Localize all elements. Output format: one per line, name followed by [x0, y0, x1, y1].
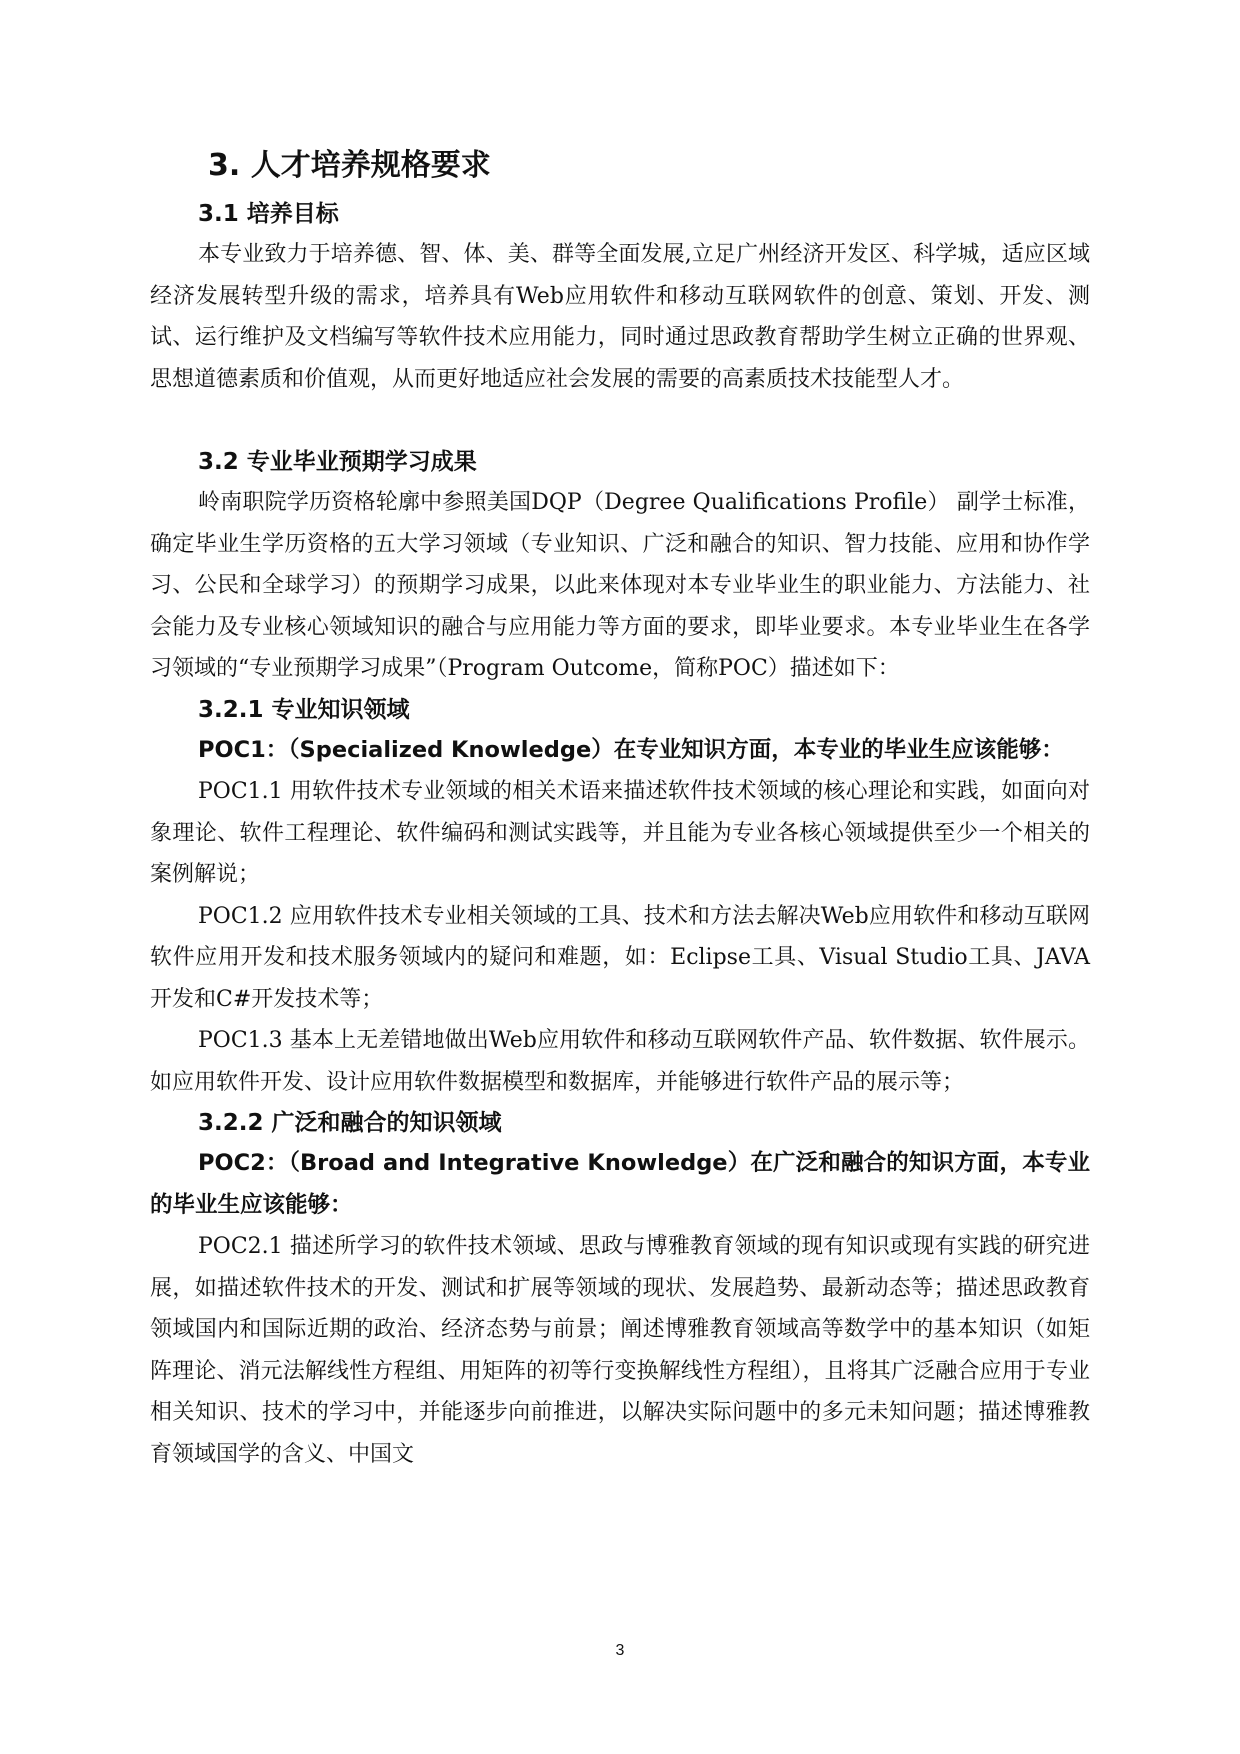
poc1-1-item: POC1.1 用软件技术专业领域的相关术语来描述软件技术领域的核心理论和实践，如面向对象理论、软件工程理论、软件编码和测试实践等，并且能为专业各核心领域提供至少一个相关的案例解说； [150, 779, 1090, 887]
paragraph-dqp-outcomes: 岭南职院学历资格轮廓中参照美国DQP（Degree Qualifications Profile） 副学士标准，确定毕业生学历资格的五大学习领域（专业知识、广泛和融合的知识、智力技能、应用和协作学习、公民和全球学习）的预期学习成果，以此来体现对本专业毕业生的职业能力、方法能力、社会能力及专业核心领域知识的融合与应用能力等方面的要求，即毕业要求。本专业毕业生在各学习领域的“专业预期学习成果”（Program Outcome，简称POC）描述如下： [150, 490, 1090, 681]
page-number: 3 [615, 1642, 625, 1659]
poc1-3-item: POC1.3 基本上无差错地做出Web应用软件和移动互联网软件产品、软件数据、软件展示。如应用软件开发、设计应用软件数据模型和数据库，并能够进行软件产品的展示等； [150, 1028, 1090, 1095]
poc1-2-item: POC1.2 应用软件技术专业相关领域的工具、技术和方法去解决Web应用软件和移动互联网软件应用开发和技术服务领域内的疑问和难题，如：Eclipse工具、Visual Studio工具、JAVA开发和C#开发技术等； [150, 903, 1090, 1012]
subsubsection-heading-3-2-1: 3.2.1 专业知识领域 [198, 696, 410, 723]
poc2-1-item: POC2.1 描述所学习的软件技术领域、思政与博雅教育领域的现有知识或现有实践的研究进展，如描述软件技术的开发、测试和扩展等领域的现状、发展趋势、最新动态等；描述思政教育领域国内和国际近期的政治、经济态势与前景；阐述博雅教育领域高等数学中的基本知识（如矩阵理论、消元法解线性方程组、用矩阵的初等行变换解线性方程组），且将其广泛融合应用于专业相关知识、技术的学习中，并能逐步向前推进，以解决实际问题中的多元未知问题；描述博雅教育领域国学的含义、中国文 [150, 1234, 1090, 1467]
poc1-statement: POC1：（Specialized Knowledge）在专业知识方面，本专业的毕业生应该能够： [198, 736, 1064, 763]
page-content [150, 144, 1090, 1475]
subsection-heading-3-1: 3.1 培养目标 [198, 201, 339, 227]
blank-line [150, 400, 1090, 442]
section-heading: 3. 人才培养规格要求 [208, 148, 491, 183]
poc2-statement: POC2：（Broad and Integrative Knowledge）在广泛和融合的知识方面，本专业的毕业生应该能够： [150, 1150, 1090, 1218]
subsubsection-heading-3-2-2: 3.2.2 广泛和融合的知识领域 [198, 1110, 502, 1136]
paragraph-training-goal: 本专业致力于培养德、智、体、美、群等全面发展,立足广州经济开发区、科学城，适应区域经济发展转型升级的需求，培养具有Web应用软件和移动互联网软件的创意、策划、开发、测试、运行维护及文档编写等软件技术应用能力，同时通过思政教育帮助学生树立正确的世界观、思想道德素质和价值观，从而更好地适应社会发展的需要的高素质技术技能型人才。 [150, 242, 1090, 392]
subsection-heading-3-2: 3.2 专业毕业预期学习成果 [198, 449, 477, 475]
